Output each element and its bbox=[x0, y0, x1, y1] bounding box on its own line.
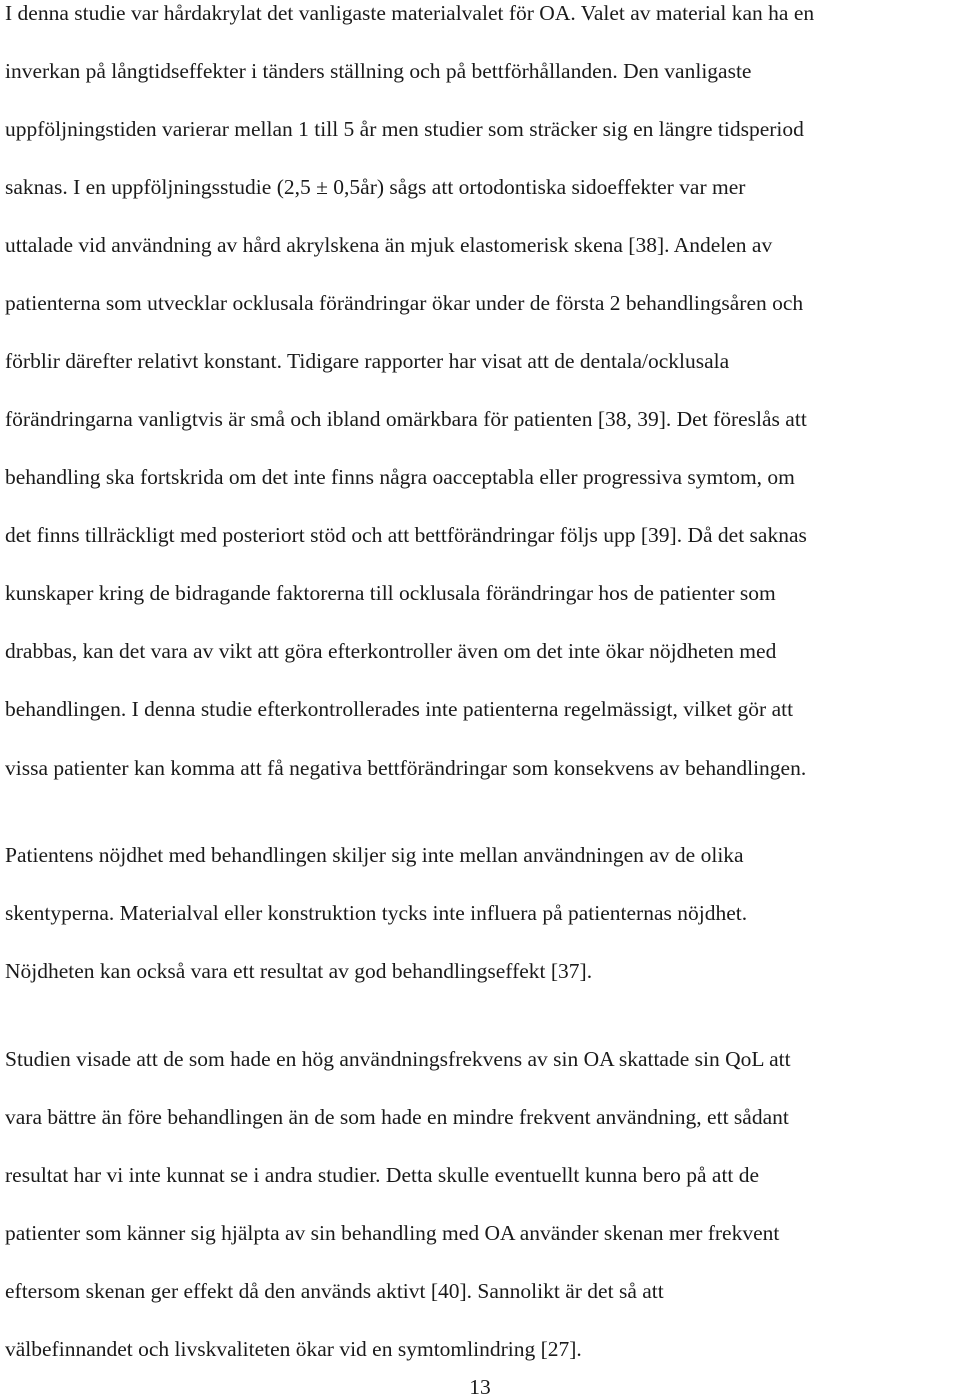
text-line: patienter som känner sig hjälpta av sin behandling med OA använder skenan mer frekvent bbox=[5, 1221, 780, 1245]
text-line: eftersom skenan ger effekt då den används aktivt [40]. Sannolikt är det så att bbox=[5, 1279, 664, 1303]
text-line: förändringarna vanligtvis är små och ibland omärkbara för patienten [38, 39]. Det föreslås att bbox=[5, 407, 807, 431]
text-line: det finns tillräckligt med posteriort stöd och att bettförändringar följs upp [39]. Då det saknas bbox=[5, 523, 807, 547]
text-line: Studien visade att de som hade en hög användningsfrekvens av sin OA skattade sin QoL att bbox=[5, 1047, 791, 1071]
text-line: förblir därefter relativt konstant. Tidigare rapporter har visat att de dentala/ocklusala bbox=[5, 349, 730, 373]
text-line: inverkan på långtidseffekter i tänders ställning och på bettförhållanden. Den vanligaste bbox=[5, 59, 752, 83]
page-number: 13 bbox=[469, 1375, 491, 1399]
text-line: saknas. I en uppföljningsstudie (2,5 ± 0,5år) sågs att ortodontiska sidoeffekter var mer bbox=[5, 175, 746, 199]
text-line: välbefinnandet och livskvaliteten ökar vid en symtomlindring [27]. bbox=[5, 1337, 582, 1361]
text-line: kunskaper kring de bidragande faktorerna till ocklusala förändringar hos de patienter som bbox=[5, 581, 776, 605]
text-line: behandlingen. I denna studie efterkontrollerades inte patienterna regelmässigt, vilket gör att bbox=[5, 697, 794, 721]
text-line: resultat har vi inte kunnat se i andra studier. Detta skulle eventuellt kunna bero på att de bbox=[5, 1163, 760, 1187]
text-line: uttalade vid användning av hård akrylskena än mjuk elastomerisk skena [38]. Andelen av bbox=[5, 233, 773, 257]
text-line: I denna studie var hårdakrylat det vanligaste materialvalet för OA. Valet av material kan ha en bbox=[5, 1, 815, 25]
text-line: Patientens nöjdhet med behandlingen skiljer sig inte mellan användningen av de olika bbox=[5, 843, 744, 867]
text-line: patienterna som utvecklar ocklusala förändringar ökar under de första 2 behandlingsåren och bbox=[5, 291, 804, 315]
text-line: Nöjdheten kan också vara ett resultat av god behandlingseffekt [37]. bbox=[5, 959, 593, 983]
text-line: skentyperna. Materialval eller konstruktion tycks inte influera på patienternas nöjdhet. bbox=[5, 901, 748, 925]
text-line: vissa patienter kan komma att få negativa bettförändringar som konsekvens av behandlingen. bbox=[5, 756, 807, 780]
text-line: drabbas, kan det vara av vikt att göra efterkontroller även om det inte ökar nöjdheten med bbox=[5, 639, 777, 663]
text-line: uppföljningstiden varierar mellan 1 till 5 år men studier som sträcker sig en längre tidsperiod bbox=[5, 117, 804, 141]
text-line: behandling ska fortskrida om det inte finns några oacceptabla eller progressiva symtom, om bbox=[5, 465, 795, 489]
text-line: vara bättre än före behandlingen än de som hade en mindre frekvent användning, ett sådant bbox=[5, 1105, 789, 1129]
